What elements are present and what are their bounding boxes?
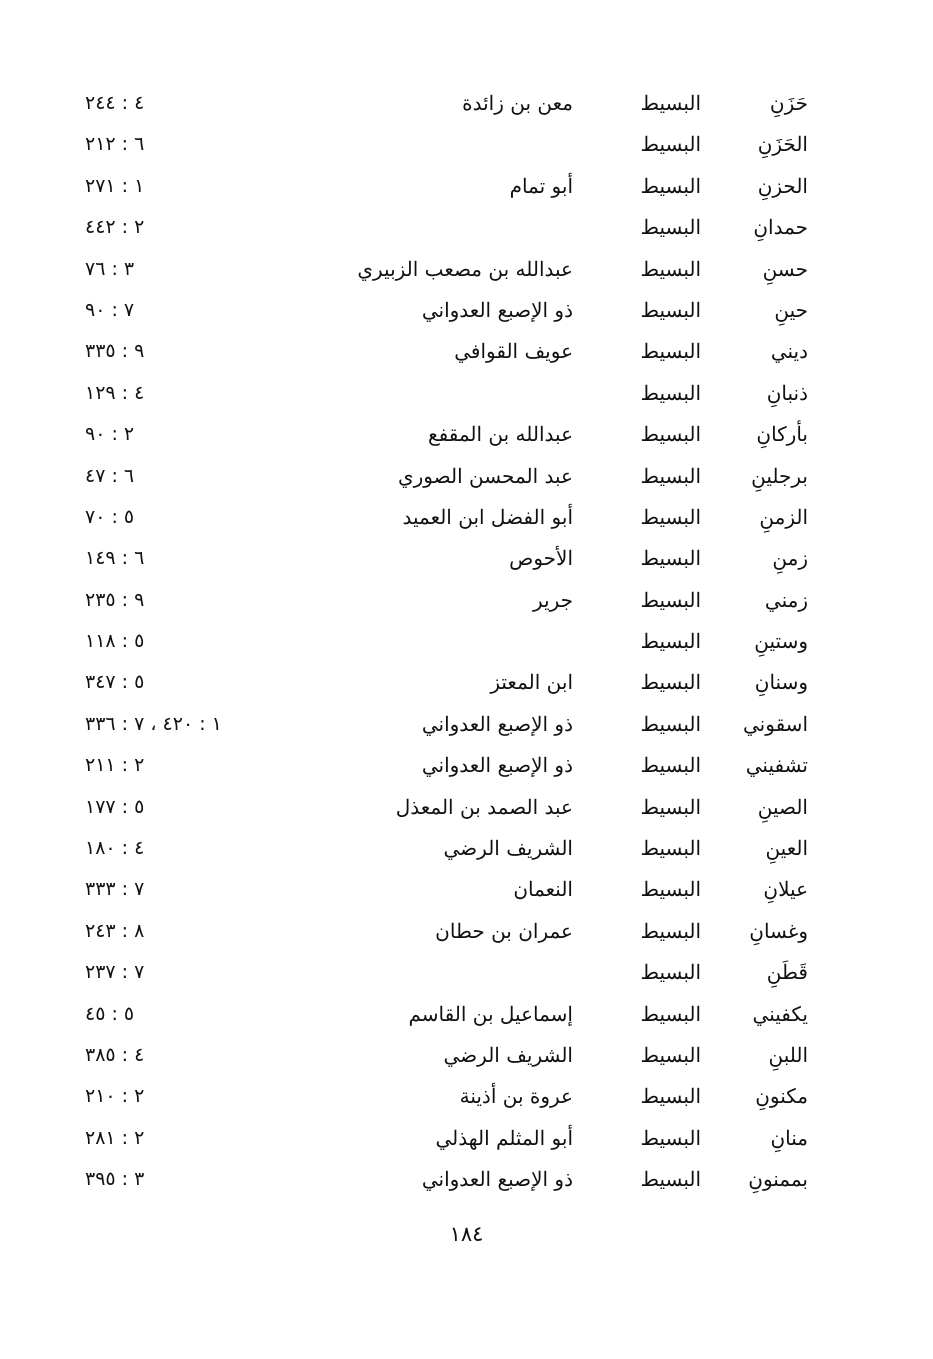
index-entry bbox=[0, 746, 933, 787]
poet-name: عمران بن حطان bbox=[435, 918, 573, 943]
rhyme-word: الحَزَنِ bbox=[757, 132, 808, 157]
meter-name: البسيط bbox=[640, 1125, 701, 1150]
index-entry bbox=[0, 1160, 933, 1201]
poet-name: الشريف الرضي bbox=[443, 1042, 573, 1067]
meter-name: البسيط bbox=[640, 463, 701, 488]
volume-page-reference: ٤ : ١٢٩ bbox=[85, 381, 145, 404]
meter-name: البسيط bbox=[640, 91, 701, 115]
index-entry bbox=[0, 995, 933, 1036]
index-entry bbox=[0, 498, 933, 539]
meter-name: البسيط bbox=[640, 1001, 701, 1026]
index-entry bbox=[0, 84, 933, 125]
volume-page-reference: ٥ : ١١٨ bbox=[85, 630, 145, 653]
volume-page-reference: ٥ : ٣٤٧ bbox=[85, 671, 145, 694]
meter-name: البسيط bbox=[640, 297, 701, 322]
meter-name: البسيط bbox=[640, 629, 701, 654]
meter-name: البسيط bbox=[640, 670, 701, 695]
poet-name: عبدالله بن المقفع bbox=[427, 422, 573, 447]
rhyme-word: وسنانِ bbox=[754, 670, 808, 695]
verse-index-list bbox=[0, 84, 933, 1202]
poet-name: النعمان bbox=[513, 877, 573, 902]
meter-name: البسيط bbox=[640, 1042, 701, 1067]
meter-name: البسيط bbox=[640, 836, 701, 861]
poet-name: عبدالله بن مصعب الزبيري bbox=[357, 256, 573, 281]
poet-name: أبو المثلم الهذلي bbox=[435, 1125, 573, 1150]
index-entry bbox=[0, 167, 933, 208]
rhyme-word: وستينِ bbox=[754, 629, 808, 654]
rhyme-word: منانِ bbox=[770, 1125, 808, 1150]
poet-name: ذو الإصبع العدواني bbox=[421, 711, 573, 736]
rhyme-word: زمنِ bbox=[772, 546, 808, 571]
poet-name: جرير bbox=[533, 587, 573, 612]
meter-name: البسيط bbox=[640, 256, 701, 281]
rhyme-word: حسنِ bbox=[762, 256, 808, 281]
index-entry bbox=[0, 250, 933, 291]
volume-page-reference: ٨ : ٢٤٣ bbox=[85, 919, 145, 942]
volume-page-reference: ٤ : ٣٨٥ bbox=[85, 1043, 145, 1066]
volume-page-reference: ٣ : ٣٩٥ bbox=[85, 1168, 145, 1191]
poet-name: عبد الصمد بن المعذل bbox=[395, 794, 573, 819]
volume-page-reference: ٩ : ٢٣٥ bbox=[85, 588, 145, 611]
index-entry bbox=[0, 1036, 933, 1077]
index-entry bbox=[0, 208, 933, 249]
meter-name: البسيط bbox=[640, 215, 701, 240]
volume-page-reference: ٤ : ٢٤٤ bbox=[85, 92, 145, 114]
meter-name: البسيط bbox=[640, 1167, 701, 1192]
rhyme-word: ذنبانِ bbox=[766, 380, 808, 405]
volume-page-reference: ١ : ٤٢٠ ، ٧ : ٣٣٦ bbox=[85, 712, 222, 735]
poet-name: ذو الإصبع العدواني bbox=[421, 297, 573, 322]
rhyme-word: يكفيني bbox=[752, 1001, 808, 1026]
index-entry bbox=[0, 581, 933, 622]
rhyme-word: بأركانِ bbox=[756, 422, 808, 447]
index-entry bbox=[0, 953, 933, 994]
poet-name: عروة بن أذينة bbox=[459, 1084, 573, 1109]
volume-page-reference: ٥ : ٤٥ bbox=[85, 1002, 135, 1025]
volume-page-reference: ٢ : ٢١٠ bbox=[85, 1085, 145, 1108]
index-entry bbox=[0, 1119, 933, 1160]
index-entry bbox=[0, 457, 933, 498]
rhyme-word: الزمنِ bbox=[759, 504, 808, 529]
index-entry bbox=[0, 125, 933, 166]
index-entry bbox=[0, 788, 933, 829]
volume-page-reference: ٧ : ٢٣٧ bbox=[85, 961, 145, 984]
volume-page-reference: ٢ : ٢٨١ bbox=[85, 1126, 145, 1149]
volume-page-reference: ٧ : ٩٠ bbox=[85, 298, 135, 321]
poet-name: الأحوص bbox=[509, 546, 573, 571]
rhyme-word: برجلينِ bbox=[751, 463, 808, 488]
rhyme-word: مكنونِ bbox=[755, 1084, 808, 1109]
volume-page-reference: ٥ : ١٧٧ bbox=[85, 795, 145, 818]
poet-name: ذو الإصبع العدواني bbox=[421, 1167, 573, 1192]
meter-name: البسيط bbox=[640, 380, 701, 405]
poet-name: معن بن زائدة bbox=[462, 91, 573, 115]
poet-name: ابن المعتز bbox=[490, 670, 573, 695]
volume-page-reference: ٧ : ٣٣٣ bbox=[85, 878, 145, 901]
rhyme-word: زمني bbox=[764, 587, 808, 612]
rhyme-word: حَزَنِ bbox=[769, 91, 808, 115]
rhyme-word: العينِ bbox=[765, 836, 808, 861]
index-entry bbox=[0, 912, 933, 953]
rhyme-word: حمدانِ bbox=[753, 215, 808, 240]
rhyme-word: وغسانِ bbox=[749, 918, 808, 943]
poet-name: الشريف الرضي bbox=[443, 836, 573, 861]
index-entry bbox=[0, 829, 933, 870]
rhyme-word: الصينِ bbox=[757, 794, 808, 819]
volume-page-reference: ٢ : ٢١١ bbox=[85, 754, 145, 777]
poet-name: أبو تمام bbox=[509, 173, 573, 198]
volume-page-reference: ٩ : ٣٣٥ bbox=[85, 340, 145, 363]
volume-page-reference: ٦ : ١٤٩ bbox=[85, 547, 145, 570]
meter-name: البسيط bbox=[640, 339, 701, 364]
volume-page-reference: ٢ : ٤٤٢ bbox=[85, 216, 145, 239]
rhyme-word: قَطَنِ bbox=[766, 960, 808, 985]
page-number: ١٨٤ bbox=[449, 1222, 484, 1246]
index-entry bbox=[0, 415, 933, 456]
meter-name: البسيط bbox=[640, 794, 701, 819]
meter-name: البسيط bbox=[640, 504, 701, 529]
volume-page-reference: ٢ : ٩٠ bbox=[85, 423, 135, 446]
volume-page-reference: ٦ : ٤٧ bbox=[85, 464, 135, 487]
index-entry bbox=[0, 705, 933, 746]
rhyme-word: اسقوني bbox=[743, 711, 808, 736]
poet-name: إسماعيل بن القاسم bbox=[408, 1001, 573, 1026]
poet-name: عويف القوافي bbox=[454, 339, 573, 364]
index-entry bbox=[0, 622, 933, 663]
poet-name: ذو الإصبع العدواني bbox=[421, 753, 573, 778]
meter-name: البسيط bbox=[640, 173, 701, 198]
poet-name: عبد المحسن الصوري bbox=[397, 463, 573, 488]
index-entry bbox=[0, 870, 933, 911]
rhyme-word: تشفيني bbox=[745, 753, 808, 778]
volume-page-reference: ١ : ٢٧١ bbox=[85, 174, 145, 197]
meter-name: البسيط bbox=[640, 877, 701, 902]
rhyme-word: الحزنِ bbox=[757, 173, 808, 198]
meter-name: البسيط bbox=[640, 422, 701, 447]
meter-name: البسيط bbox=[640, 711, 701, 736]
meter-name: البسيط bbox=[640, 132, 701, 157]
volume-page-reference: ٥ : ٧٠ bbox=[85, 505, 135, 528]
rhyme-word: اللبنِ bbox=[768, 1042, 808, 1067]
rhyme-word: بممنونِ bbox=[748, 1167, 808, 1192]
meter-name: البسيط bbox=[640, 546, 701, 571]
index-entry bbox=[0, 663, 933, 704]
meter-name: البسيط bbox=[640, 918, 701, 943]
index-entry bbox=[0, 1077, 933, 1118]
volume-page-reference: ٦ : ٢١٢ bbox=[85, 133, 145, 156]
index-entry bbox=[0, 291, 933, 332]
rhyme-word: عيلانِ bbox=[763, 877, 808, 902]
meter-name: البسيط bbox=[640, 753, 701, 778]
rhyme-word: حينِ bbox=[774, 297, 808, 322]
meter-name: البسيط bbox=[640, 1084, 701, 1109]
poet-name: أبو الفضل ابن العميد bbox=[402, 504, 573, 529]
index-entry bbox=[0, 539, 933, 580]
meter-name: البسيط bbox=[640, 960, 701, 985]
index-entry bbox=[0, 332, 933, 373]
volume-page-reference: ٤ : ١٨٠ bbox=[85, 837, 145, 860]
index-entry bbox=[0, 374, 933, 415]
volume-page-reference: ٣ : ٧٦ bbox=[85, 257, 135, 280]
meter-name: البسيط bbox=[640, 587, 701, 612]
rhyme-word: ديني bbox=[770, 339, 808, 364]
